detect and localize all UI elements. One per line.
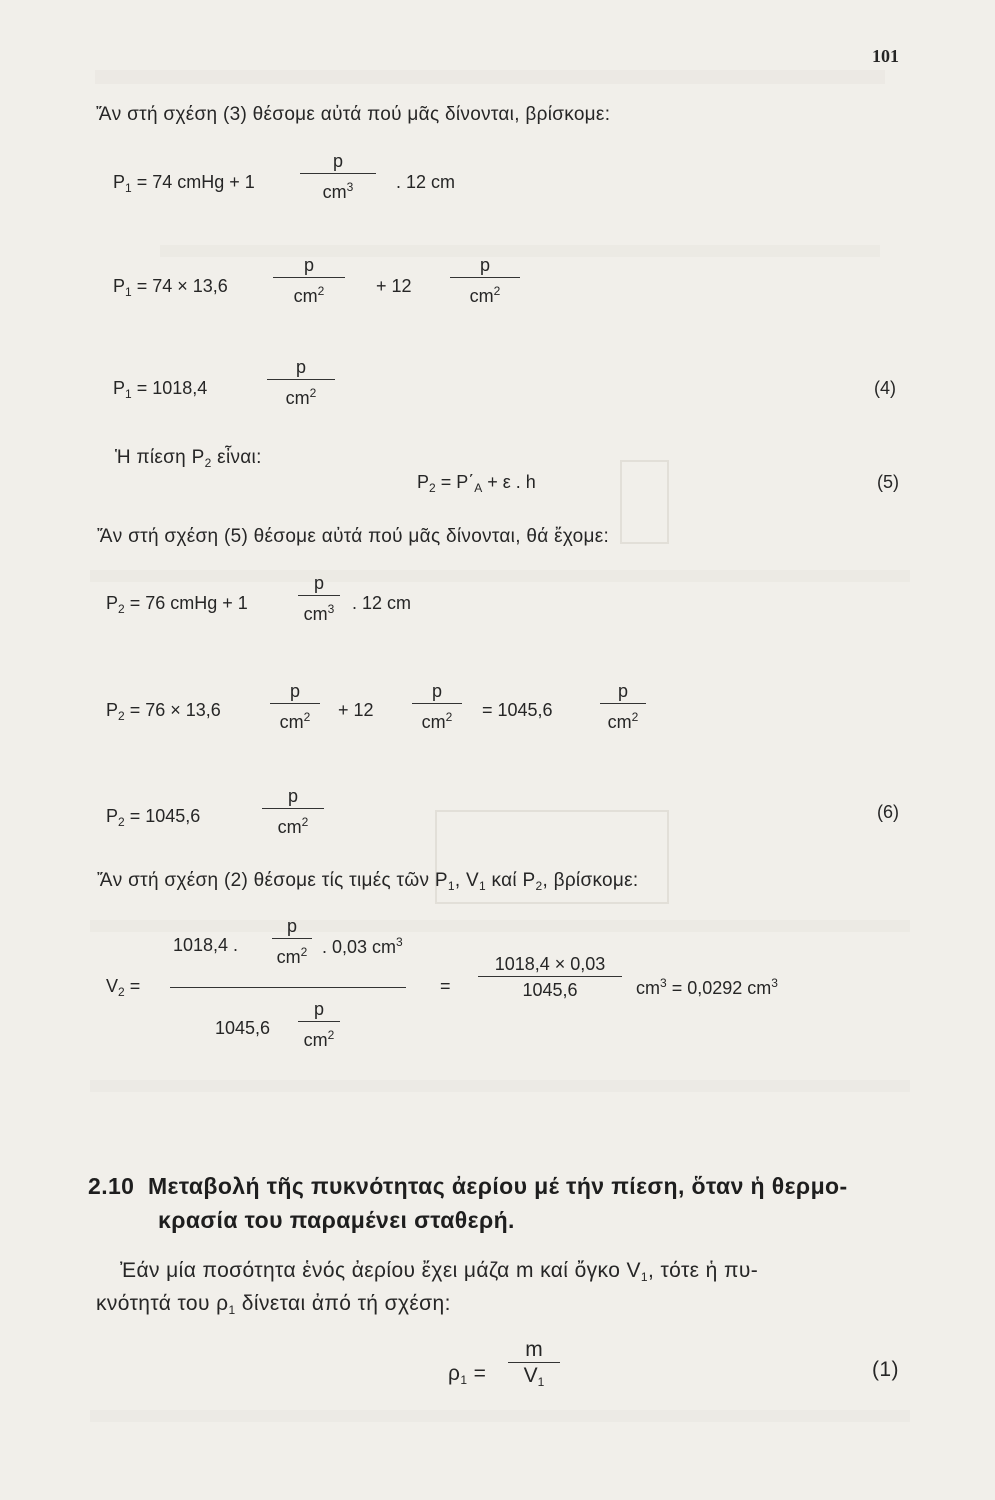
p1-eq2-mid: + 12 bbox=[376, 276, 412, 296]
bleed-through-8 bbox=[90, 1410, 910, 1422]
rho-fraction: m $V_1$ bbox=[508, 1339, 560, 1387]
v2-denominator-left: 1045,6 bbox=[215, 1018, 271, 1038]
p1-eq2-fraction-2: p $cm^2$ bbox=[450, 254, 520, 302]
equation-number-1: (1) bbox=[872, 1358, 899, 1381]
intro-text-1: Ἄν στή σχέση (3) θέσομε αὐτά πού μᾶς δίνονται, βρίσκομε: bbox=[96, 104, 611, 125]
p1-equation-3: $P_1 = 1018,4$ bbox=[113, 378, 208, 401]
p1-equation-1: $P_1 = 74$ cmHg + 1 bbox=[113, 172, 255, 195]
v2-result: $cm^3 = 0,0292$ $cm^3$ bbox=[636, 976, 778, 998]
section-heading: 2.10 Μεταβολή τῆς πυκνότητας ἀερίου μέ τήν πίεση, ὅταν ἡ θερμο- bbox=[88, 1173, 848, 1199]
p2-eq2-fraction-3: p $cm^2$ bbox=[600, 680, 646, 728]
rho-lhs: $\rho_1$ = bbox=[448, 1362, 487, 1387]
p2-eq3-fraction: p $cm^2$ bbox=[262, 785, 324, 833]
p1-equation-2: $P_1 = 74 \times 13,6$ bbox=[113, 276, 228, 299]
bleed-through-4 bbox=[90, 570, 910, 582]
bleed-through-2 bbox=[160, 245, 880, 257]
equation-number-5: (5) bbox=[877, 472, 899, 492]
p1-eq1-tail: . 12 cm bbox=[396, 172, 456, 192]
v2-numerator-left: 1018,4 . bbox=[173, 935, 239, 955]
p1-eq1-fraction: p $cm^3$ bbox=[300, 150, 376, 198]
bleed-through-6 bbox=[90, 920, 910, 932]
bleed-through-7 bbox=[90, 1080, 910, 1092]
paragraph-line-2: κνότητά του $\rho_1$ δίνεται ἀπό τή σχέση: bbox=[96, 1292, 451, 1317]
p2-eq2-mid2: = 1045,6 bbox=[482, 700, 553, 720]
p2-eq2-fraction-1: p $cm^2$ bbox=[270, 680, 320, 728]
p2-equation-1: $P_2 = 76$ cmHg + 1 bbox=[106, 593, 248, 616]
p1-eq2-fraction-1: p $cm^2$ bbox=[273, 254, 345, 302]
v2-equals-2: = bbox=[440, 976, 451, 996]
bleed-through-3 bbox=[620, 460, 669, 544]
equation-number-4: (4) bbox=[874, 378, 896, 398]
p2-eq2-fraction-2: p $cm^2$ bbox=[412, 680, 462, 728]
p2-eq1-fraction: p $cm^3$ bbox=[298, 572, 340, 620]
p2-intro-text: Ἡ πίεση $P_2$ εἶναι: bbox=[115, 447, 262, 470]
equation-number-6: (6) bbox=[877, 802, 899, 822]
p2-formula: $P_2 = P΄_A + \varepsilon$ . h bbox=[417, 472, 536, 495]
v2-numerator-fraction: p $cm^2$ bbox=[272, 915, 312, 963]
v2-numerator-right: . 0,03 $cm^3$ bbox=[322, 935, 403, 957]
intro-text-3: Ἄν στή σχέση (2) θέσομε τίς τιμές τῶν $P_1$, $V_1$ καί $P_2$, βρίσκομε: bbox=[97, 870, 639, 893]
p2-equation-2: $P_2 = 76 \times 13,6$ bbox=[106, 700, 221, 723]
intro-text-2: Ἄν στή σχέση (5) θέσομε αὐτά πού μᾶς δίνονται, θά ἔχομε: bbox=[97, 526, 610, 547]
v2-denominator-fraction: p $cm^2$ bbox=[298, 998, 340, 1046]
p2-eq1-tail: . 12 cm bbox=[352, 593, 412, 613]
page-number: 101 bbox=[872, 46, 899, 66]
p1-eq3-fraction: p $cm^2$ bbox=[267, 356, 335, 404]
v2-lhs: $V_2$ = bbox=[106, 976, 141, 999]
p2-eq2-mid: + 12 bbox=[338, 700, 374, 720]
section-heading-line-2: κρασία του παραμένει σταθερή. bbox=[158, 1207, 515, 1233]
paragraph-line-1: Ἐάν μία ποσότητα ἑνός ἀερίου ἔχει μάζα m καί ὄγκο $V_1$, τότε ἡ πυ- bbox=[120, 1259, 759, 1284]
v2-simple-fraction: 1018,4 × 0,03 1045,6 bbox=[478, 953, 622, 1001]
p2-equation-3: $P_2 = 1045,6$ bbox=[106, 806, 201, 829]
v2-main-fraction-bar bbox=[170, 987, 406, 988]
bleed-through-1 bbox=[95, 70, 885, 84]
